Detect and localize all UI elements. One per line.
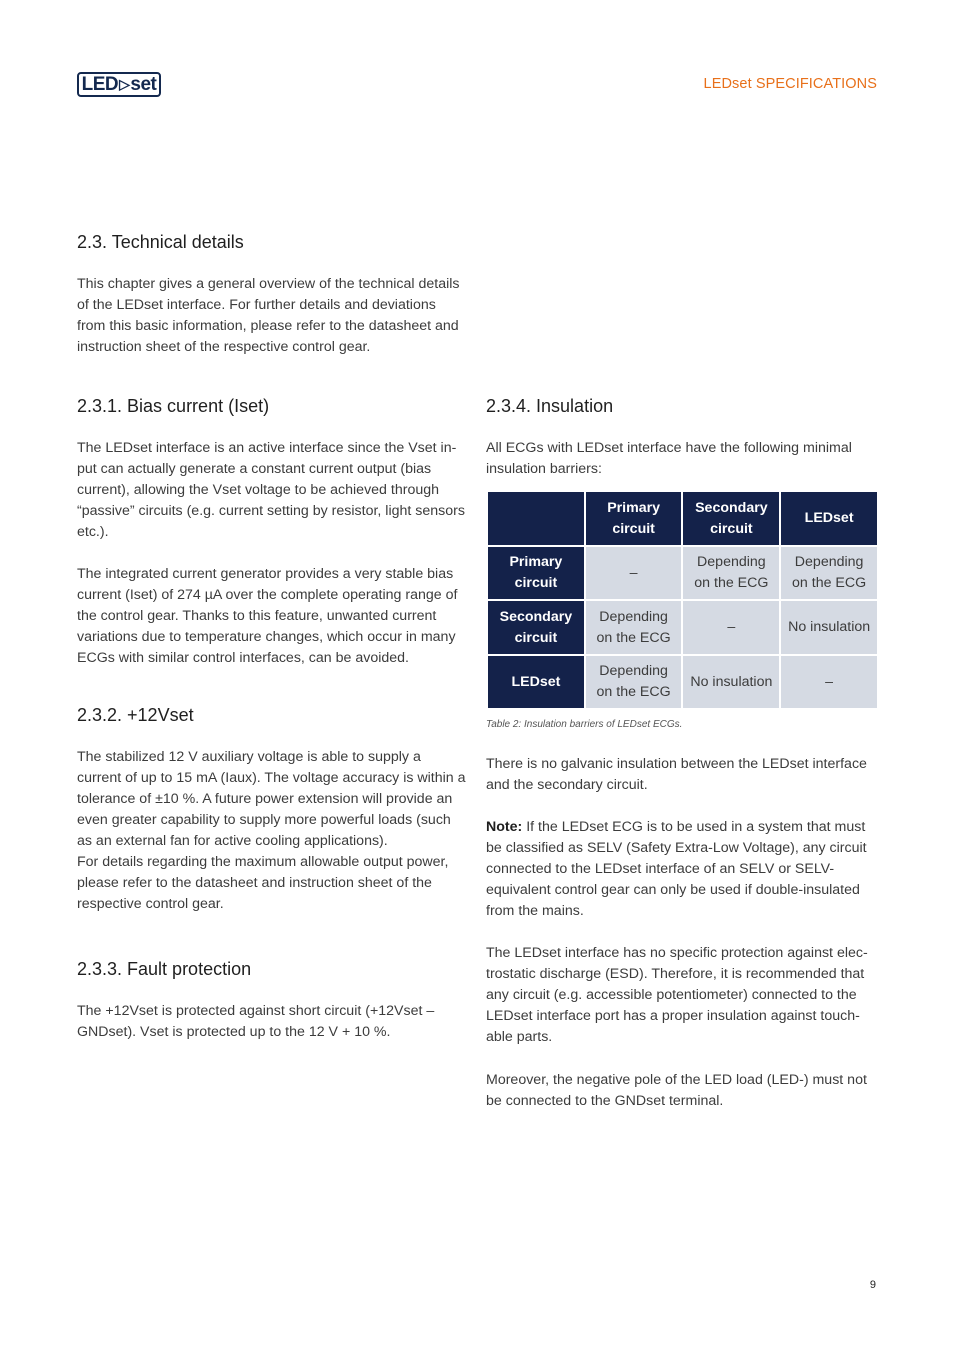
paragraph-12vset-1: The stabilized 12 V auxiliary voltage is able to supply a current of up to 15 mA (Iaux). The voltage accuracy is within a tolerance of ±10 %. A future power extension will provide an even greater capability to supply more powerful loads (such as an external fan for active cooling applications). — [77, 749, 466, 849]
table-row — [488, 656, 877, 708]
logo-text-led: LED — [81, 73, 119, 95]
paragraph-12vset-2: For details regarding the maximum allowable output power, please refer to the datasheet and instruction sheet of the respective control gear. — [77, 854, 449, 912]
paragraph-negative-pole: Moreover, the negative pole of the LED load (LED-) must not be connected to the GNDset terminal. — [486, 1072, 867, 1109]
page-number: 9 — [869, 1279, 876, 1291]
logo-text-set: set — [130, 73, 157, 95]
paragraph-technical-details: This chapter gives a general overview of the technical details of the LEDset interface. For further details and deviations from this basic information, please refer to the datasheet and instruction sheet of the respective control gear. — [77, 276, 460, 355]
insulation-table — [486, 490, 879, 710]
note-text: If the LEDset ECG is to be used in a system that must be classified as SELV (Safety Extra-Low Voltage), any circuit connected to the LEDset interface of an SELV or SELV-equivalent control gear can only be used if double-insulated from the mains. — [486, 819, 867, 919]
table-cell: Depending on the ECG — [586, 656, 682, 708]
table-cell: Depending on the ECG — [781, 547, 877, 599]
col-header-primary: Primary circuit — [586, 492, 682, 545]
ledset-logo — [77, 72, 161, 97]
table-cell: – — [586, 547, 682, 599]
table-cell: Depending on the ECG — [586, 601, 682, 654]
row-header-secondary: Secondary circuit — [488, 601, 584, 654]
play-triangle-icon: ▷ — [119, 76, 130, 92]
table-cell: No insulation — [781, 601, 877, 654]
heading-fault-protection: 2.3.3. Fault protection — [77, 959, 252, 979]
paragraph-galvanic: There is no galvanic insulation between the LEDset interface and the secondary circuit. — [486, 756, 867, 793]
table-caption: Table 2: Insulation barriers of LEDset ECGs. — [486, 719, 683, 730]
heading-12vset: 2.3.2. +12Vset — [77, 705, 194, 725]
paragraph-fault-protection: The +12Vset is protected against short circuit (+12Vset – GNDset). Vset is protected up to the 12 V + 10 %. — [77, 1003, 435, 1040]
paragraph-note — [486, 817, 878, 922]
paragraph-bias-current-1: The LEDset interface is an active interface since the Vset input can actually generate a constant current output (bias current), allowing the Vset voltage to be achieved through “passive” circuits (e.g. current setting by resistor, light sensors etc.). — [77, 440, 465, 540]
col-header-ledset: LEDset — [781, 492, 877, 545]
table-row — [488, 547, 877, 599]
table-row — [488, 601, 877, 654]
header-title: LEDset SPECIFICATIONS — [703, 76, 877, 92]
table-corner-cell — [488, 492, 584, 545]
paragraph-bias-current-2: The integrated current generator provides a very stable bias current (Iset) of 274 µA over the complete operating range of the control gear. Thanks to this feature, unwanted current variations due to temperature changes, which occur in many ECGs with similar control interfaces, can be avoided. — [77, 566, 458, 666]
table-header-row — [488, 492, 877, 545]
row-header-primary: Primary circuit — [488, 547, 584, 599]
table-cell: – — [683, 601, 779, 654]
table-cell: – — [781, 656, 877, 708]
note-label: Note: — [486, 819, 523, 835]
col-header-secondary: Secondary circuit — [683, 492, 779, 545]
heading-insulation: 2.3.4. Insulation — [486, 396, 614, 416]
heading-technical-details: 2.3. Technical details — [77, 232, 244, 252]
heading-bias-current: 2.3.1. Bias current (Iset) — [77, 396, 270, 416]
table-cell: Depending on the ECG — [683, 547, 779, 599]
paragraph-esd: The LEDset interface has no specific protection against electrostatic discharge (ESD). Therefore, it is recommended that any circuit (e.g. accessible potentiometer) connected to the LEDset interface port has a proper insulation against touchable parts. — [486, 945, 868, 1045]
paragraph-insulation-intro: All ECGs with LEDset interface have the following minimal insulation barriers: — [486, 440, 852, 477]
table-cell: No insulation — [683, 656, 779, 708]
row-header-ledset: LEDset — [488, 656, 584, 708]
